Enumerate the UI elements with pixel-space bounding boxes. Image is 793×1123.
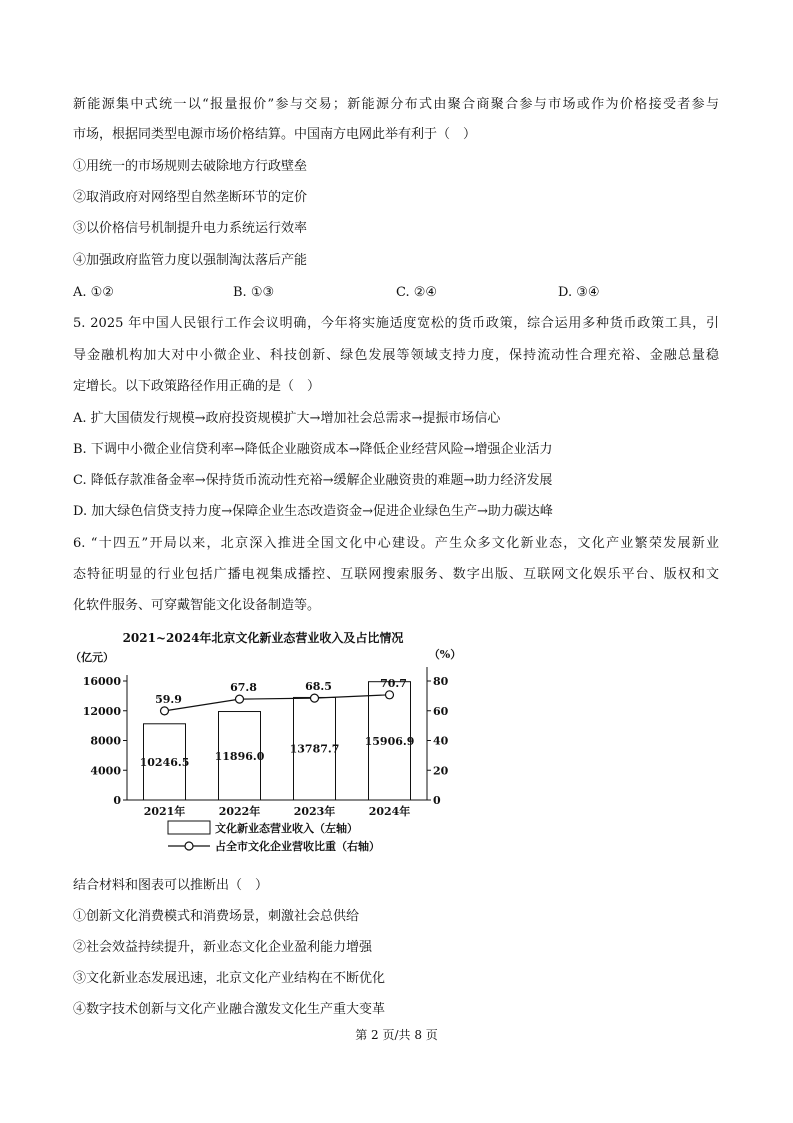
chart-title: 2021~2024年北京文化新业态营业收入及占比情况 [122,631,404,645]
share-value-label: 70.7 [380,676,407,690]
legend-bar-label: 文化新业态营业收入（左轴） [215,822,358,835]
legend-bar-swatch [168,821,210,834]
q4-item-2: ②取消政府对网络型自然垄断环节的定价 [73,190,308,205]
q5-stem-line-3: 定增长。以下政策路径作用正确的是（ ） [73,379,321,394]
right-axis-tick-label: 20 [433,764,449,778]
share-point-4 [386,691,394,699]
right-axis-tick-label: 60 [433,704,449,718]
bar-value-label: 11896.0 [214,749,265,763]
q4-option-a: A. ①② [73,285,114,300]
q4-option-b: B. ①③ [233,285,275,300]
share-value-label: 67.8 [230,681,257,695]
right-axis-unit: （%） [428,648,462,661]
left-axis-tick-label: 16000 [82,675,121,688]
q5-option-a: A. 扩大国债发行规模→政府投资规模扩大→增加社会总需求→提振市场信心 [73,411,501,426]
share-point-1 [161,707,169,715]
x-tick-label: 2021年 [143,805,186,818]
q5-stem-line-1: 5. 2025 年中国人民银行工作会议明确，今年将实施适度宽松的货币政策，综合运用多种货币政策工具，引 [73,316,719,331]
left-axis-tick-label: 4000 [90,764,121,778]
bar-value-label: 13787.7 [289,742,340,756]
right-axis-tick-label: 0 [433,794,441,807]
q4-item-3: ③以价格信号机制提升电力系统运行效率 [73,221,308,236]
q5-option-b: B. 下调中小微企业信贷利率→降低企业融资成本→降低企业经营风险→增强企业活力 [73,442,553,457]
right-axis-tick-label: 80 [433,675,449,688]
q6-stem-line-1: 6. “十四五”开局以来，北京深入推进全国文化中心建设。产生众多文化新业态，文化产业繁荣发展新业 [73,536,719,551]
q4-stem-line-2: 市场，根据同类型电源市场价格结算。中国南方电网此举有利于（ ） [73,127,477,142]
q4-stem-line-1: 新能源集中式统一以“报量报价”参与交易；新能源分布式由聚合商聚合参与市场或作为价格接受者参与 [73,97,719,112]
q5-option-c: C. 降低存款准备金率→保持货币流动性充裕→缓解企业融资贵的难题→助力经济发展 [73,473,553,488]
x-tick-label: 2022年 [218,805,261,818]
left-axis-unit: （亿元） [70,651,114,664]
share-value-label: 59.9 [155,692,182,706]
q6-item-4: ④数字技术创新与文化产业融合激发文化生产重大变革 [73,1002,386,1017]
q6-item-3: ③文化新业态发展迅速，北京文化产业结构在不断优化 [73,971,386,986]
q6-item-1: ①创新文化消费模式和消费场景，刺激社会总供给 [73,909,360,924]
right-axis-tick-label: 40 [433,734,449,748]
left-axis-tick-label: 0 [113,794,121,807]
q6-prompt: 结合材料和图表可以推断出（ ） [73,878,269,893]
q4-option-d: D. ③④ [558,285,600,300]
share-point-2 [236,695,244,703]
share-value-label: 68.5 [305,680,332,694]
q5-option-d: D. 加大绿色信贷支持力度→保障企业生态改造资金→促进企业绿色生产→助力碳达峰 [73,504,553,519]
share-line [165,695,390,711]
q4-option-c: C. ②④ [396,285,438,300]
left-axis-tick-label: 8000 [90,734,121,748]
x-tick-label: 2024年 [368,805,411,818]
bar-value-label: 10246.5 [139,755,190,769]
q4-item-1: ①用统一的市场规则去破除地方行政壁垒 [73,159,308,174]
revenue-chart [70,628,470,860]
q6-item-2: ②社会效益持续提升，新业态文化企业盈利能力增强 [73,940,373,955]
legend-line-marker [185,842,193,850]
page-footer: 第 2 页/共 8 页 [355,1028,438,1042]
q4-item-4: ④加强政府监管力度以强制淘汰落后产能 [73,253,308,268]
left-axis-tick-label: 12000 [82,704,121,718]
legend-line-label: 占全市文化企业营收比重（右轴） [215,840,380,853]
q5-stem-line-2: 导金融机构加大对中小微企业、科技创新、绿色发展等领域支持力度，保持流动性合理充裕、金融总量稳 [73,348,719,363]
share-point-3 [311,694,319,702]
x-tick-label: 2023年 [293,805,336,818]
bar-value-label: 15906.9 [364,734,415,748]
q6-stem-line-2: 态特征明显的行业包括广播电视集成播控、互联网搜索服务、数字出版、互联网文化娱乐平台、版权和文 [73,567,719,582]
q6-stem-line-3: 化软件服务、可穿戴智能文化设备制造等。 [73,598,321,613]
